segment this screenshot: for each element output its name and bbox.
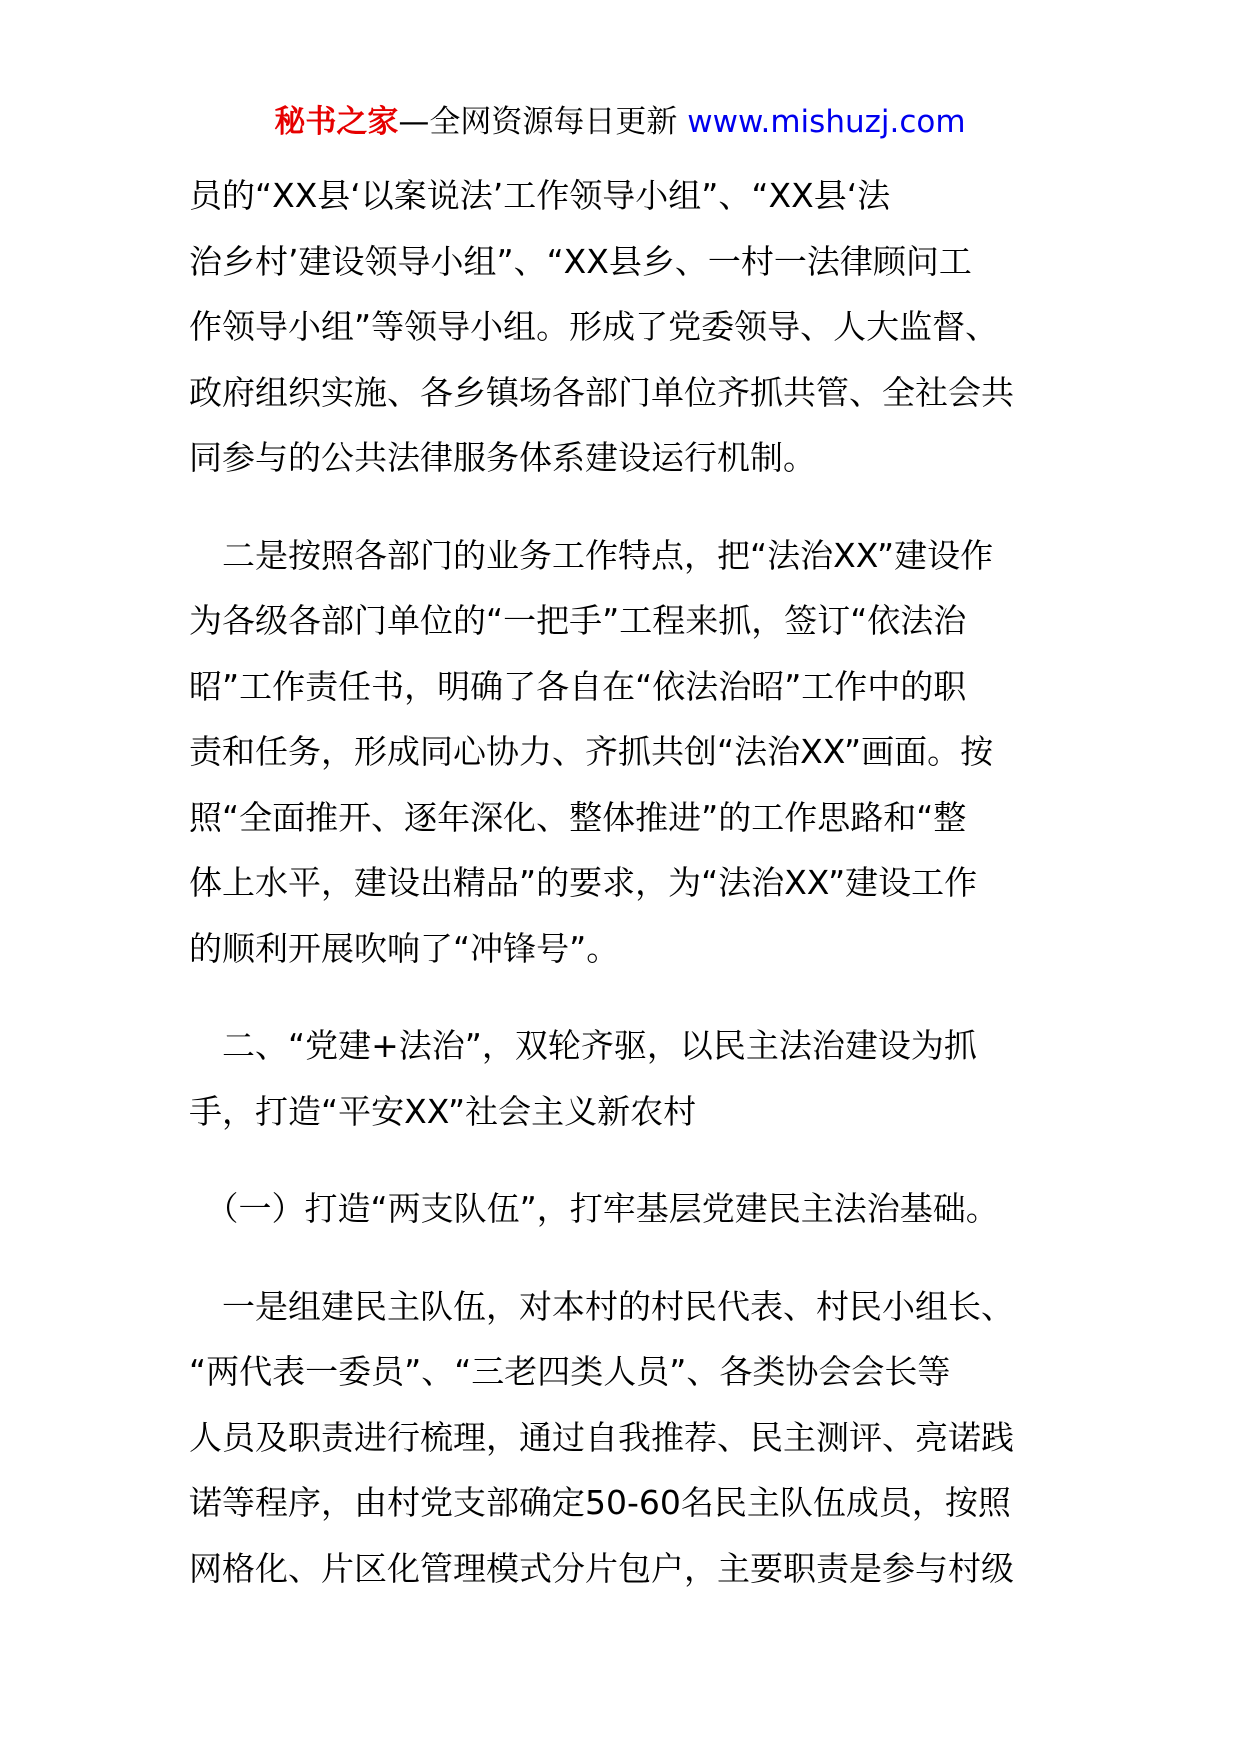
text-line: 体上水平，建设出精品”的要求，为“法治XX”建设工作 [189,863,978,902]
paragraph-5 [189,1274,1069,1602]
subsection-heading [189,1176,1069,1242]
text-line: （一）打造“两支队伍”，打牢基层党建民主法治基础。 [189,1189,999,1228]
text-line: 员的“XX县‘以案说法’工作领导小组”、“XX县‘法 [189,176,891,215]
text-line: 网格化、片区化管理模式分片包户，主要职责是参与村级 [189,1548,1014,1588]
text-line: 的顺利开展吹响了“冲锋号”。 [189,928,620,968]
text-line: 作领导小组”等领导小组。形成了党委领导、人大监督、 [189,307,999,346]
text-line: 二是按照各部门的业务工作特点，把“法治XX”建设作 [189,535,994,575]
paragraph-spacer [189,491,1069,523]
header-tagline: —全网资源每日更新 [398,104,688,140]
text-line: 责和任务，形成同心协力、齐抓共创“法治XX”画面。按 [189,732,994,771]
site-header [0,100,1240,144]
text-line: 为各级各部门单位的“一把手”工程来抓，签订“依法治 [189,601,967,640]
paragraph-spacer [189,1242,1069,1274]
document-body [189,163,1069,1601]
paragraph-2 [189,523,1069,982]
text-line: 同参与的公共法律服务体系建设运行机制。 [189,438,816,477]
text-line: 手，打造“平安XX”社会主义新农村 [189,1091,697,1131]
text-line: 照“全面推开、逐年深化、整体推进”的工作思路和“整 [189,797,967,837]
section-heading [189,1013,1069,1144]
text-line: 政府组织实施、各乡镇场各部门单位齐抓共管、全社会共 [189,372,1014,412]
text-line: “两代表一委员”、“三老四类人员”、各类协会会长等 [189,1352,951,1391]
text-line: 治乡村’建设领导小组”、“XX县乡、一村一法律顾问工 [189,241,972,281]
text-line: 诺等程序，由村党支部确定50-60名民主队伍成员，按照 [189,1483,1011,1522]
text-line: 一是组建民主队伍，对本村的村民代表、村民小组长、 [189,1286,1014,1326]
text-line: 人员及职责进行梳理，通过自我推荐、民主测评、亮诺践 [189,1417,1014,1457]
text-line: 昭”工作责任书，明确了各自在“依法治昭”工作中的职 [189,666,967,706]
paragraph-1 [189,163,1069,491]
brand-name: 秘书之家 [274,104,399,140]
paragraph-spacer [189,981,1069,1013]
site-url-link[interactable]: www.mishuzj.com [687,104,966,140]
paragraph-spacer [189,1144,1069,1176]
text-line: 二、“党建+法治”，双轮齐驱，以民主法治建设为抓 [189,1026,977,1065]
